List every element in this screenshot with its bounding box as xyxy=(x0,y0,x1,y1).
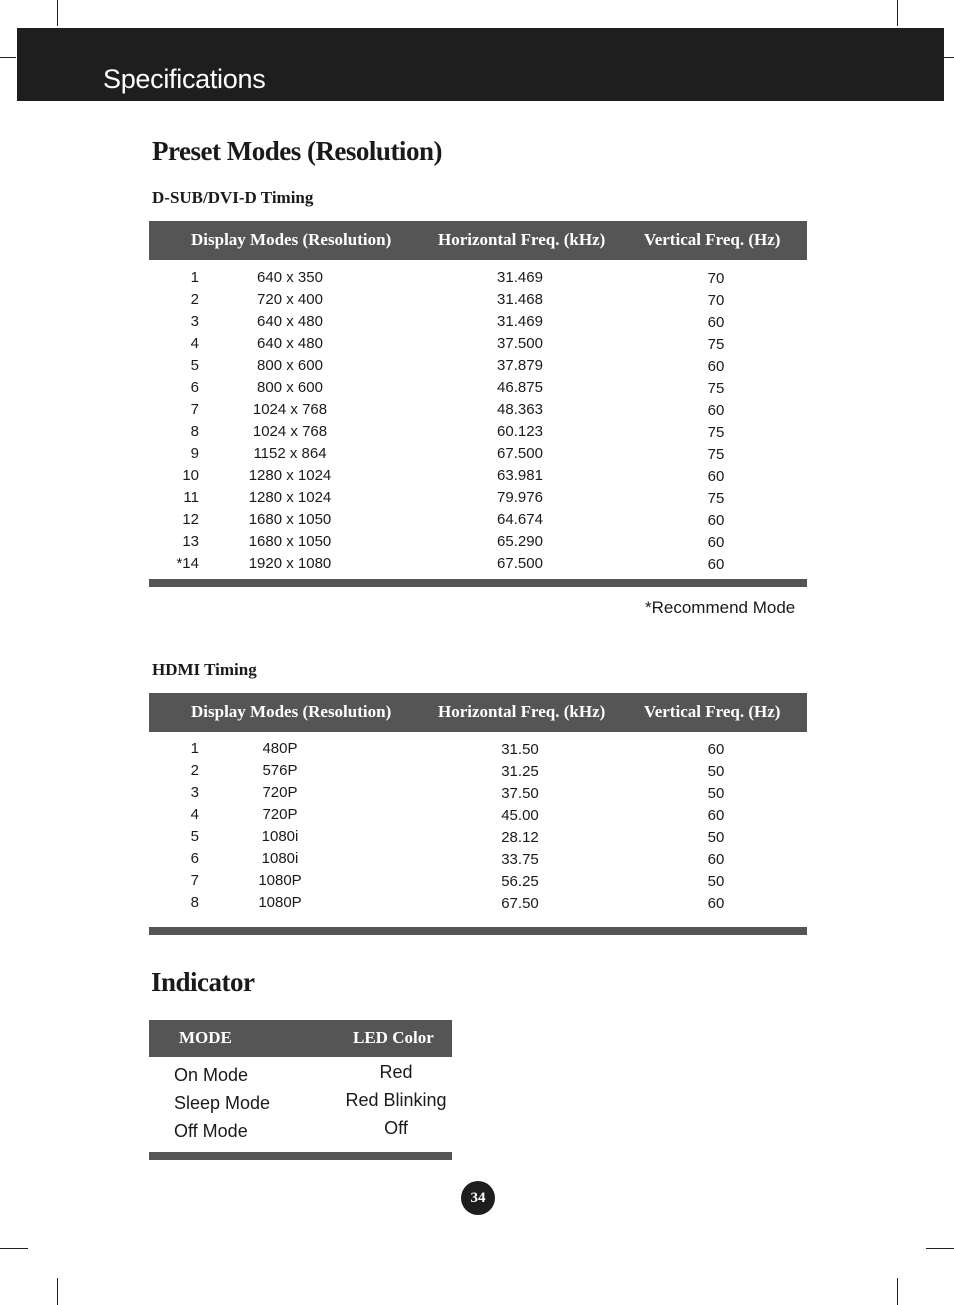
hdmi-col-horizontal-freq: Horizontal Freq. (kHz) xyxy=(438,702,606,721)
hdmi-row-resolution: 480P xyxy=(262,740,298,757)
hdmi-row-horizontal-freq: 33.75 xyxy=(501,851,539,868)
dsub-row-vertical-freq: 75 xyxy=(707,336,725,353)
hdmi-row-number: 1 xyxy=(190,740,199,757)
hdmi-row-number: 3 xyxy=(190,784,199,801)
dsub-row-vertical-freq: 60 xyxy=(707,512,725,529)
hdmi-row-number: 7 xyxy=(190,872,199,889)
indicator-row-mode: Off Mode xyxy=(174,1121,248,1141)
dsub-col-horizontal-freq: Horizontal Freq. (kHz) xyxy=(438,230,606,249)
dsub-row-resolution: 640 x 480 xyxy=(257,313,323,330)
hdmi-row-horizontal-freq: 31.50 xyxy=(501,741,539,758)
dsub-row-resolution: 1024 x 768 xyxy=(252,401,328,418)
dsub-row-vertical-freq: 75 xyxy=(707,424,725,441)
hdmi-row-number: 8 xyxy=(190,894,199,911)
hdmi-row-vertical-freq: 60 xyxy=(707,807,725,824)
hdmi-row-vertical-freq: 60 xyxy=(707,895,725,912)
dsub-table-footer-bar xyxy=(149,579,807,587)
dsub-row-vertical-freq: 75 xyxy=(707,380,725,397)
dsub-row-resolution: 640 x 350 xyxy=(257,269,323,286)
dsub-row-number: 9 xyxy=(190,445,199,462)
hdmi-row-resolution: 1080i xyxy=(261,850,299,867)
indicator-row-led-color: Red xyxy=(379,1062,413,1082)
indicator-row-led-color: Off xyxy=(384,1118,408,1138)
dsub-row-horizontal-freq: 67.500 xyxy=(497,445,543,462)
hdmi-col-vertical-freq: Vertical Freq. (Hz) xyxy=(644,702,781,721)
dsub-row-resolution: 1152 x 864 xyxy=(253,445,327,462)
page-header-title: Specifications xyxy=(103,64,266,94)
hdmi-row-horizontal-freq: 31.25 xyxy=(501,763,539,780)
hdmi-table-footer-bar xyxy=(149,927,807,935)
dsub-row-resolution: 800 x 600 xyxy=(257,379,323,396)
crop-mark xyxy=(0,57,16,58)
dsub-row-resolution: 720 x 400 xyxy=(257,291,323,308)
indicator-row-mode: Sleep Mode xyxy=(174,1093,271,1113)
dsub-row-horizontal-freq: 64.674 xyxy=(497,511,543,528)
dsub-table-header xyxy=(149,221,807,260)
dsub-row-resolution: 800 x 600 xyxy=(257,357,323,374)
hdmi-row-resolution: 720P xyxy=(262,806,298,823)
hdmi-row-vertical-freq: 60 xyxy=(707,851,725,868)
indicator-table-footer-bar xyxy=(149,1152,452,1160)
dsub-row-number: 7 xyxy=(190,401,199,418)
dsub-row-resolution: 1280 x 1024 xyxy=(248,467,332,484)
header-bar xyxy=(17,28,944,101)
hdmi-row-resolution: 1080P xyxy=(258,894,302,911)
dsub-row-vertical-freq: 60 xyxy=(707,556,725,573)
dsub-row-resolution: 1024 x 768 xyxy=(252,423,328,440)
dsub-row-horizontal-freq: 63.981 xyxy=(497,467,543,484)
dsub-row-number: 8 xyxy=(190,423,199,440)
crop-mark xyxy=(926,1248,954,1249)
dsub-row-horizontal-freq: 31.469 xyxy=(497,313,543,330)
page-number-badge: 34 xyxy=(461,1181,495,1215)
dsub-row-number: 11 xyxy=(183,489,199,506)
hdmi-row-horizontal-freq: 45.00 xyxy=(501,807,539,824)
dsub-row-number: 6 xyxy=(190,379,199,396)
hdmi-row-vertical-freq: 50 xyxy=(707,873,725,890)
dsub-row-resolution: 1920 x 1080 xyxy=(248,555,332,572)
indicator-row-led-color: Red Blinking xyxy=(345,1090,447,1110)
indicator-col-mode: MODE xyxy=(179,1028,232,1047)
hdmi-row-horizontal-freq: 28.12 xyxy=(501,829,539,846)
hdmi-row-number: 6 xyxy=(190,850,199,867)
hdmi-row-number: 4 xyxy=(190,806,199,823)
dsub-row-number: 4 xyxy=(190,335,199,352)
dsub-row-vertical-freq: 70 xyxy=(707,292,725,309)
hdmi-row-horizontal-freq: 37.50 xyxy=(501,785,539,802)
hdmi-row-resolution: 1080P xyxy=(258,872,302,889)
dsub-row-number: 1 xyxy=(190,269,199,286)
dsub-row-horizontal-freq: 46.875 xyxy=(497,379,543,396)
dsub-row-vertical-freq: 75 xyxy=(707,490,725,507)
hdmi-row-resolution: 576P xyxy=(262,762,298,779)
crop-mark xyxy=(897,0,898,26)
dsub-row-horizontal-freq: 79.976 xyxy=(497,489,543,506)
section-title-preset-modes: Preset Modes (Resolution) xyxy=(152,136,442,166)
dsub-row-horizontal-freq: 37.500 xyxy=(497,335,543,352)
crop-mark xyxy=(57,0,58,26)
dsub-row-number: 2 xyxy=(190,291,199,308)
hdmi-row-vertical-freq: 50 xyxy=(707,829,725,846)
section-title-indicator: Indicator xyxy=(151,967,255,997)
dsub-row-resolution: 1280 x 1024 xyxy=(248,489,332,506)
indicator-table-header xyxy=(149,1020,452,1057)
dsub-col-display-modes: Display Modes (Resolution) xyxy=(191,230,392,249)
dsub-row-vertical-freq: 75 xyxy=(707,446,725,463)
hdmi-row-resolution: 1080i xyxy=(261,828,299,845)
hdmi-row-number: 5 xyxy=(190,828,199,845)
dsub-row-horizontal-freq: 65.290 xyxy=(497,533,543,550)
hdmi-table-header xyxy=(149,693,807,732)
crop-mark xyxy=(897,1278,898,1305)
hdmi-row-vertical-freq: 50 xyxy=(707,763,725,780)
dsub-row-horizontal-freq: 37.879 xyxy=(497,357,543,374)
hdmi-row-number: 2 xyxy=(190,762,199,779)
recommend-mode-note: *Recommend Mode xyxy=(645,598,796,617)
hdmi-row-horizontal-freq: 67.50 xyxy=(501,895,539,912)
hdmi-row-vertical-freq: 50 xyxy=(707,785,725,802)
dsub-row-vertical-freq: 60 xyxy=(707,358,725,375)
dsub-col-vertical-freq: Vertical Freq. (Hz) xyxy=(644,230,781,249)
dsub-row-number: 13 xyxy=(182,533,199,550)
dsub-row-vertical-freq: 70 xyxy=(707,270,725,287)
dsub-row-horizontal-freq: 31.468 xyxy=(497,291,543,308)
hdmi-row-vertical-freq: 60 xyxy=(707,741,725,758)
dsub-row-vertical-freq: 60 xyxy=(707,534,725,551)
crop-mark xyxy=(57,1278,58,1305)
dsub-row-vertical-freq: 60 xyxy=(707,468,725,485)
dsub-row-horizontal-freq: 48.363 xyxy=(497,401,543,418)
dsub-row-horizontal-freq: 31.469 xyxy=(497,269,543,286)
dsub-row-resolution: 1680 x 1050 xyxy=(248,533,332,550)
dsub-row-number: 5 xyxy=(190,357,199,374)
dsub-timing-subtitle: D-SUB/DVI-D Timing xyxy=(152,188,314,207)
crop-mark xyxy=(0,1248,28,1249)
hdmi-timing-subtitle: HDMI Timing xyxy=(152,660,257,679)
dsub-row-number: 12 xyxy=(182,511,199,528)
dsub-row-number: 3 xyxy=(190,313,199,330)
hdmi-col-display-modes: Display Modes (Resolution) xyxy=(191,702,392,721)
hdmi-row-resolution: 720P xyxy=(262,784,298,801)
dsub-row-resolution: 1680 x 1050 xyxy=(248,511,332,528)
dsub-row-vertical-freq: 60 xyxy=(707,402,725,419)
indicator-row-mode: On Mode xyxy=(174,1065,249,1085)
dsub-row-horizontal-freq: 60.123 xyxy=(497,423,543,440)
hdmi-row-horizontal-freq: 56.25 xyxy=(501,873,539,890)
indicator-col-led-color: LED Color xyxy=(353,1028,434,1047)
dsub-row-vertical-freq: 60 xyxy=(707,314,725,331)
dsub-row-horizontal-freq: 67.500 xyxy=(497,555,543,572)
dsub-row-resolution: 640 x 480 xyxy=(257,335,323,352)
dsub-row-number: *14 xyxy=(176,555,199,572)
dsub-row-number: 10 xyxy=(182,467,199,484)
